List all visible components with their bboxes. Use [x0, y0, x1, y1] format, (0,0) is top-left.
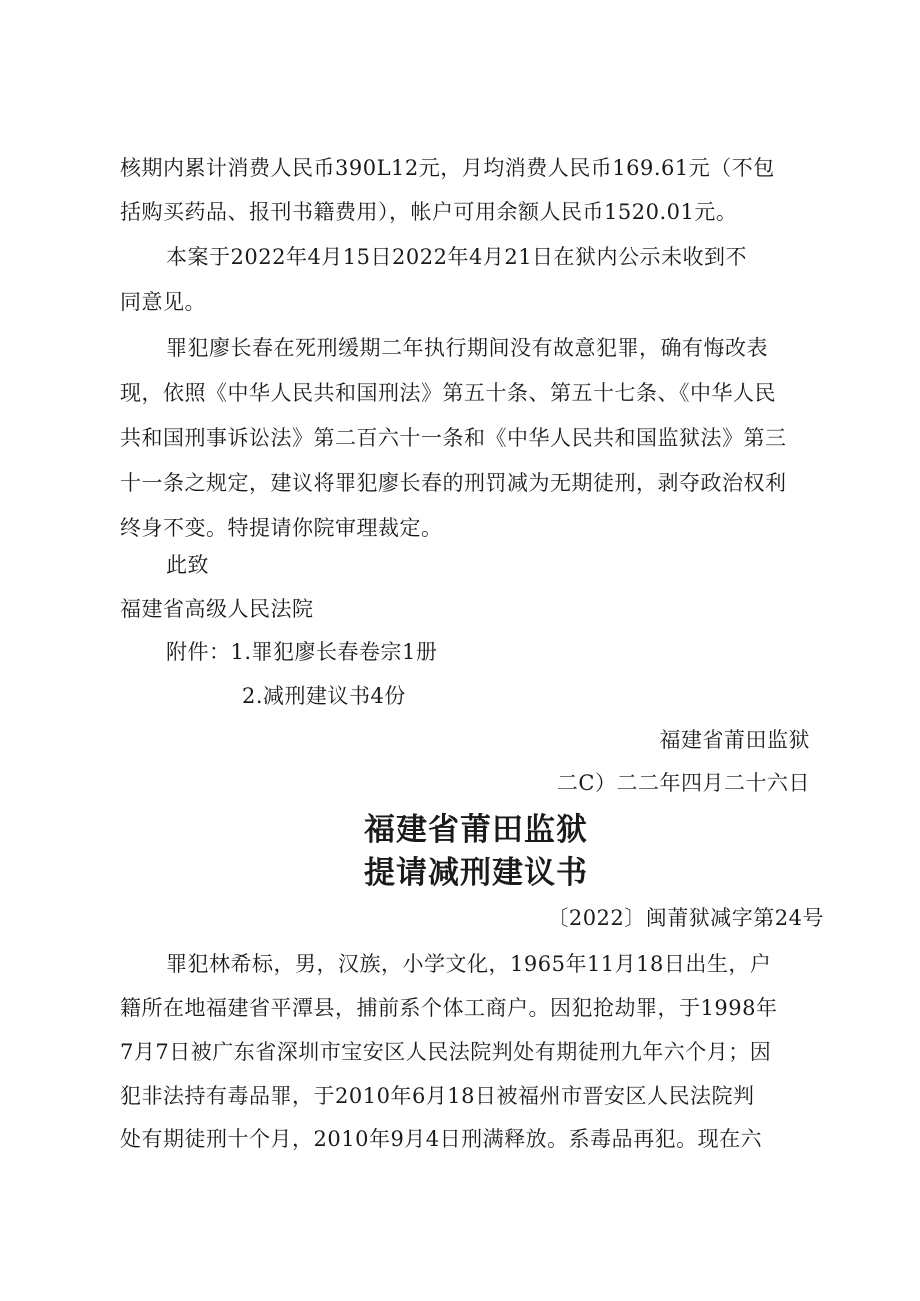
- recommendation-line-5: 终身不变。特提请你院审理裁定。: [120, 516, 443, 540]
- document-number: 〔2022〕闽莆狱减字第24号: [547, 906, 824, 930]
- consumption-line-2: 括购买药品、报刊书籍费用），帐户可用余额人民币1520.01元。: [120, 200, 738, 224]
- publicity-line-2: 同意见。: [120, 290, 206, 314]
- criminal-line-1: 罪犯林希标，男，汉族，小学文化，1965年11月18日出生，户: [166, 952, 772, 976]
- recommendation-line-4: 十一条之规定，建议将罪犯廖长春的刑罚减为无期徒刑，剥夺政治权利: [120, 471, 787, 495]
- recommendation-line-2: 现，依照《中华人民共和国刑法》第五十条、第五十七条、《中华人民: [120, 381, 776, 405]
- publicity-line-1: 本案于2022年4月15日2022年4月21日在狱内公示未收到不: [166, 245, 748, 269]
- document-title-line-2: 提请减刑建议书: [364, 855, 588, 891]
- addressee: 福建省高级人民法院: [120, 597, 314, 621]
- salutation: 此致: [166, 553, 209, 577]
- criminal-line-4: 犯非法持有毒品罪，于2010年6月18日被福州市晋安区人民法院判: [120, 1084, 755, 1108]
- recommendation-line-1: 罪犯廖长春在死刑缓期二年执行期间没有故意犯罪，确有悔改表: [166, 336, 768, 360]
- criminal-line-3: 7月7日被广东省深圳市宝安区人民法院判处有期徒刑九年六个月；因: [120, 1040, 772, 1064]
- attachment-2: 2.减刑建议书4份: [242, 684, 406, 708]
- recommendation-line-3: 共和国刑事诉讼法》第二百六十一条和《中华人民共和国监狱法》第三: [120, 426, 787, 450]
- attachment-1: 附件：1.罪犯廖长春卷宗1册: [166, 640, 438, 664]
- signature-date: 二C）二二年四月二十六日: [556, 771, 810, 795]
- criminal-line-5: 处有期徒刑十个月，2010年9月4日刑满释放。系毒品再犯。现在六: [120, 1127, 763, 1151]
- consumption-line-1: 核期内累计消费人民币390L12元，月均消费人民币169.61元（不包: [120, 156, 775, 180]
- signature-org: 福建省莆田监狱: [659, 728, 810, 752]
- document-title-line-1: 福建省莆田监狱: [364, 812, 588, 848]
- criminal-line-2: 籍所在地福建省平潭县，捕前系个体工商户。因犯抢劫罪，于1998年: [120, 996, 778, 1020]
